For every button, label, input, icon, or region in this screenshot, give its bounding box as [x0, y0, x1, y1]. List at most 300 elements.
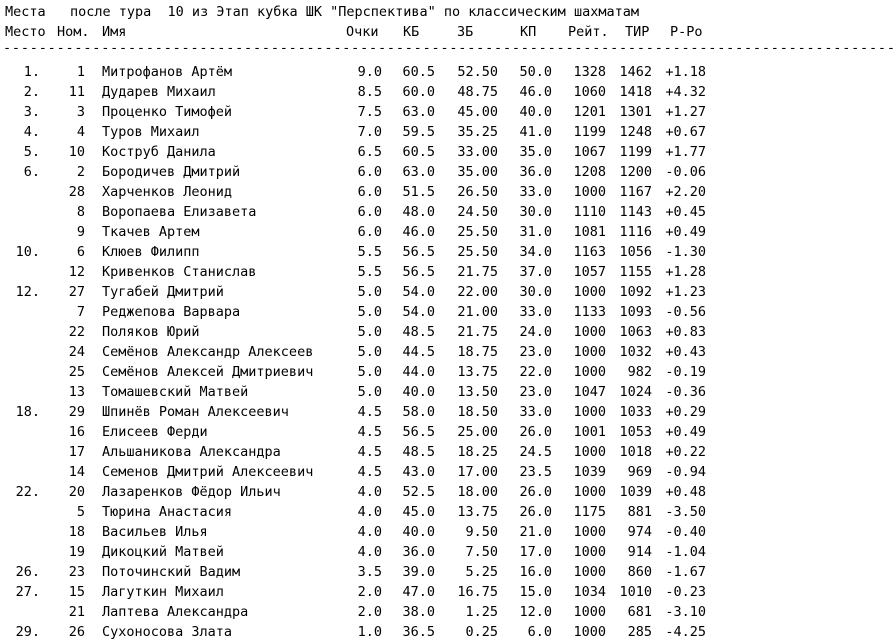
- points-cell: 6.5: [357, 144, 382, 160]
- kp-cell: 24.0: [519, 324, 552, 340]
- kp-cell: 23.0: [519, 344, 552, 360]
- number-cell: 9: [76, 224, 85, 240]
- zb-cell: 1.25: [465, 604, 498, 620]
- table-row: [0, 362, 719, 382]
- rating-cell: 1000: [573, 564, 606, 580]
- number-cell: 7: [76, 304, 85, 320]
- tir-cell: 1010: [619, 584, 652, 600]
- zb-cell: 13.50: [457, 384, 498, 400]
- zb-cell: 18.50: [457, 404, 498, 420]
- kb-cell: 36.0: [402, 544, 435, 560]
- tir-cell: 1024: [619, 384, 652, 400]
- table-row: [0, 62, 719, 82]
- number-cell: 24: [68, 344, 85, 360]
- rating-cell: 1199: [573, 124, 606, 140]
- tir-cell: 1063: [619, 324, 652, 340]
- rating-cell: 1060: [573, 84, 606, 100]
- kp-cell: 33.0: [519, 404, 552, 420]
- zb-cell: 48.75: [457, 84, 498, 100]
- table-row: [0, 382, 719, 402]
- kb-cell: 38.0: [402, 604, 435, 620]
- rating-change-cell: +0.49: [665, 224, 706, 240]
- tir-cell: 1418: [619, 84, 652, 100]
- number-cell: 15: [68, 584, 85, 600]
- player-name-cell: Коструб Данила: [102, 144, 216, 160]
- tir-cell: 982: [627, 364, 652, 380]
- player-name-cell: Лазаренков Фёдор Ильич: [102, 484, 281, 500]
- kb-cell: 48.5: [402, 444, 435, 460]
- kp-cell: 26.0: [519, 504, 552, 520]
- kp-cell: 24.5: [519, 444, 552, 460]
- player-name-cell: Дикоцкий Матвей: [102, 544, 224, 560]
- points-cell: 6.0: [357, 184, 382, 200]
- player-name-cell: Воропаева Елизавета: [102, 204, 257, 220]
- rating-change-cell: -3.50: [665, 504, 706, 520]
- player-name-cell: Туров Михаил: [102, 124, 200, 140]
- rating-change-cell: +0.45: [665, 204, 706, 220]
- place-cell: 6.: [23, 164, 40, 180]
- rating-cell: 1000: [573, 404, 606, 420]
- number-cell: 20: [68, 484, 85, 500]
- table-row: [0, 402, 719, 422]
- table-row: [0, 542, 719, 562]
- rating-cell: 1000: [573, 544, 606, 560]
- player-name-cell: Семёнов Алексей Дмитриевич: [102, 364, 314, 380]
- tir-cell: 1200: [619, 164, 652, 180]
- place-cell: 26.: [15, 564, 40, 580]
- number-cell: 12: [68, 264, 85, 280]
- player-name-cell: Поточинский Вадим: [102, 564, 241, 580]
- rating-change-cell: -1.30: [665, 244, 706, 260]
- kb-cell: 56.5: [402, 244, 435, 260]
- kb-cell: 48.5: [402, 324, 435, 340]
- points-cell: 4.0: [357, 484, 382, 500]
- zb-cell: 18.25: [457, 444, 498, 460]
- rating-change-cell: -0.94: [665, 464, 706, 480]
- number-cell: 18: [68, 524, 85, 540]
- table-row: [0, 422, 719, 442]
- kp-cell: 33.0: [519, 304, 552, 320]
- kb-cell: 40.0: [402, 384, 435, 400]
- zb-cell: 24.50: [457, 204, 498, 220]
- zb-cell: 26.50: [457, 184, 498, 200]
- tir-cell: 1033: [619, 404, 652, 420]
- kp-cell: 26.0: [519, 484, 552, 500]
- kb-cell: 60.0: [402, 84, 435, 100]
- kp-cell: 41.0: [519, 124, 552, 140]
- kb-cell: 47.0: [402, 584, 435, 600]
- kb-cell: 36.5: [402, 624, 435, 640]
- points-cell: 8.5: [357, 84, 382, 100]
- player-name-cell: Дударев Михаил: [102, 84, 216, 100]
- zb-cell: 35.00: [457, 164, 498, 180]
- rating-change-cell: +0.22: [665, 444, 706, 460]
- zb-cell: 9.50: [465, 524, 498, 540]
- number-cell: 2: [76, 164, 85, 180]
- tir-cell: 1053: [619, 424, 652, 440]
- player-name-cell: Бородичев Дмитрий: [102, 164, 241, 180]
- player-name-cell: Лагуткин Михаил: [102, 584, 224, 600]
- number-cell: 6: [76, 244, 85, 260]
- number-cell: 22: [68, 324, 85, 340]
- rating-cell: 1067: [573, 144, 606, 160]
- points-cell: 5.5: [357, 264, 382, 280]
- rating-change-cell: +1.18: [665, 64, 706, 80]
- tir-cell: 1462: [619, 64, 652, 80]
- zb-cell: 7.50: [465, 544, 498, 560]
- rating-change-cell: -0.36: [665, 384, 706, 400]
- kb-cell: 46.0: [402, 224, 435, 240]
- zb-cell: 0.25: [465, 624, 498, 640]
- rating-cell: 1039: [573, 464, 606, 480]
- zb-cell: 13.75: [457, 504, 498, 520]
- tir-cell: 1032: [619, 344, 652, 360]
- kb-cell: 58.0: [402, 404, 435, 420]
- rating-change-cell: -0.19: [665, 364, 706, 380]
- number-cell: 23: [68, 564, 85, 580]
- rating-cell: 1001: [573, 424, 606, 440]
- rating-change-cell: +1.27: [665, 104, 706, 120]
- kp-cell: 23.0: [519, 384, 552, 400]
- table-row: [0, 482, 719, 502]
- rating-cell: 1000: [573, 344, 606, 360]
- zb-cell: 18.00: [457, 484, 498, 500]
- zb-cell: 16.75: [457, 584, 498, 600]
- number-cell: 21: [68, 604, 85, 620]
- kp-cell: 35.0: [519, 144, 552, 160]
- rating-cell: 1208: [573, 164, 606, 180]
- rating-change-cell: -0.40: [665, 524, 706, 540]
- player-name-cell: Семенов Дмитрий Алексеевич: [102, 464, 314, 480]
- place-cell: 5.: [23, 144, 40, 160]
- rating-cell: 1000: [573, 284, 606, 300]
- rating-change-cell: -4.25: [665, 624, 706, 640]
- kb-cell: 54.0: [402, 304, 435, 320]
- place-cell: 12.: [15, 284, 40, 300]
- number-cell: 25: [68, 364, 85, 380]
- zb-cell: 33.00: [457, 144, 498, 160]
- tir-cell: 914: [627, 544, 652, 560]
- kb-cell: 44.5: [402, 344, 435, 360]
- number-cell: 4: [76, 124, 85, 140]
- points-cell: 6.0: [357, 224, 382, 240]
- rating-cell: 1000: [573, 324, 606, 340]
- number-cell: 26: [68, 624, 85, 640]
- header-rpo: Р-Ро: [670, 24, 703, 40]
- player-name-cell: Митрофанов Артём: [102, 64, 233, 80]
- points-cell: 5.0: [357, 364, 382, 380]
- player-name-cell: Альшаникова Александра: [102, 444, 281, 460]
- kb-cell: 60.5: [402, 64, 435, 80]
- place-cell: 3.: [23, 104, 40, 120]
- header-rating: Рейт.: [568, 24, 609, 40]
- tir-cell: 1039: [619, 484, 652, 500]
- rating-cell: 1057: [573, 264, 606, 280]
- header-separator: ----------------------------------------------------------------------------------------------------: [3, 40, 896, 56]
- kp-cell: 40.0: [519, 104, 552, 120]
- points-cell: 4.0: [357, 544, 382, 560]
- player-name-cell: Семёнов Александр Алексеев: [102, 344, 314, 360]
- rating-change-cell: -0.56: [665, 304, 706, 320]
- rating-cell: 1000: [573, 184, 606, 200]
- player-name-cell: Проценко Тимофей: [102, 104, 233, 120]
- rating-change-cell: +0.29: [665, 404, 706, 420]
- zb-cell: 35.25: [457, 124, 498, 140]
- rating-change-cell: -1.67: [665, 564, 706, 580]
- number-cell: 11: [68, 84, 85, 100]
- zb-cell: 45.00: [457, 104, 498, 120]
- rating-change-cell: +4.32: [665, 84, 706, 100]
- rating-cell: 1133: [573, 304, 606, 320]
- kp-cell: 30.0: [519, 204, 552, 220]
- place-cell: 10.: [15, 244, 40, 260]
- points-cell: 4.5: [357, 444, 382, 460]
- number-cell: 8: [76, 204, 85, 220]
- kb-cell: 59.5: [402, 124, 435, 140]
- kb-cell: 39.0: [402, 564, 435, 580]
- tir-cell: 974: [627, 524, 652, 540]
- tir-cell: 1199: [619, 144, 652, 160]
- table-row: [0, 522, 719, 542]
- rating-cell: 1000: [573, 364, 606, 380]
- points-cell: 4.0: [357, 524, 382, 540]
- kp-cell: 31.0: [519, 224, 552, 240]
- player-name-cell: Реджепова Варвара: [102, 304, 241, 320]
- kp-cell: 22.0: [519, 364, 552, 380]
- points-cell: 4.5: [357, 404, 382, 420]
- zb-cell: 25.50: [457, 244, 498, 260]
- player-name-cell: Шпинёв Роман Алексеевич: [102, 404, 289, 420]
- rating-change-cell: -0.23: [665, 584, 706, 600]
- table-row: [0, 122, 719, 142]
- table-row: [0, 142, 719, 162]
- zb-cell: 25.00: [457, 424, 498, 440]
- tir-cell: 1155: [619, 264, 652, 280]
- player-name-cell: Васильев Илья: [102, 524, 208, 540]
- kp-cell: 46.0: [519, 84, 552, 100]
- kb-cell: 56.5: [402, 424, 435, 440]
- number-cell: 28: [68, 184, 85, 200]
- table-row: [0, 322, 719, 342]
- rating-change-cell: +2.20: [665, 184, 706, 200]
- tir-cell: 1093: [619, 304, 652, 320]
- number-cell: 3: [76, 104, 85, 120]
- points-cell: 4.5: [357, 424, 382, 440]
- kp-cell: 17.0: [519, 544, 552, 560]
- tir-cell: 1143: [619, 204, 652, 220]
- kb-cell: 56.5: [402, 264, 435, 280]
- rating-cell: 1034: [573, 584, 606, 600]
- points-cell: 4.0: [357, 504, 382, 520]
- player-name-cell: Ткачев Артем: [102, 224, 200, 240]
- kb-cell: 40.0: [402, 524, 435, 540]
- kp-cell: 6.0: [527, 624, 552, 640]
- rating-cell: 1081: [573, 224, 606, 240]
- points-cell: 1.0: [357, 624, 382, 640]
- place-cell: 1.: [23, 64, 40, 80]
- rating-cell: 1201: [573, 104, 606, 120]
- tir-cell: 860: [627, 564, 652, 580]
- table-row: [0, 262, 719, 282]
- kb-cell: 63.0: [402, 104, 435, 120]
- points-cell: 4.5: [357, 464, 382, 480]
- kp-cell: 16.0: [519, 564, 552, 580]
- table-row: [0, 102, 719, 122]
- zb-cell: 21.00: [457, 304, 498, 320]
- player-name-cell: Клюев Филипп: [102, 244, 200, 260]
- place-cell: 2.: [23, 84, 40, 100]
- header-name: Имя: [102, 24, 127, 40]
- table-row: [0, 302, 719, 322]
- points-cell: 5.0: [357, 284, 382, 300]
- player-name-cell: Сухоносова Злата: [102, 624, 233, 640]
- place-cell: 4.: [23, 124, 40, 140]
- points-cell: 6.0: [357, 204, 382, 220]
- kp-cell: 26.0: [519, 424, 552, 440]
- table-row: [0, 182, 719, 202]
- points-cell: 5.0: [357, 304, 382, 320]
- tir-cell: 285: [627, 624, 652, 640]
- number-cell: 27: [68, 284, 85, 300]
- rating-change-cell: +0.49: [665, 424, 706, 440]
- page-title: Места после тура 10 из Этап кубка ШК "Перспектива" по классическим шахматам: [5, 4, 639, 20]
- tir-cell: 881: [627, 504, 652, 520]
- points-cell: 2.0: [357, 604, 382, 620]
- place-cell: 18.: [15, 404, 40, 420]
- table-row: [0, 442, 719, 462]
- kp-cell: 15.0: [519, 584, 552, 600]
- points-cell: 2.0: [357, 584, 382, 600]
- rating-cell: 1000: [573, 604, 606, 620]
- kp-cell: 34.0: [519, 244, 552, 260]
- table-row: [0, 222, 719, 242]
- points-cell: 7.0: [357, 124, 382, 140]
- rating-cell: 1000: [573, 484, 606, 500]
- tir-cell: 969: [627, 464, 652, 480]
- place-cell: 29.: [15, 624, 40, 640]
- player-name-cell: Лаптева Александра: [102, 604, 249, 620]
- zb-cell: 18.75: [457, 344, 498, 360]
- zb-cell: 21.75: [457, 324, 498, 340]
- table-row: [0, 462, 719, 482]
- table-row: [0, 242, 719, 262]
- kp-cell: 23.5: [519, 464, 552, 480]
- number-cell: 10: [68, 144, 85, 160]
- tir-cell: 1167: [619, 184, 652, 200]
- table-row: [0, 602, 719, 622]
- rating-change-cell: +0.83: [665, 324, 706, 340]
- player-name-cell: Томашевский Матвей: [102, 384, 249, 400]
- points-cell: 9.0: [357, 64, 382, 80]
- player-name-cell: Тугабей Дмитрий: [102, 284, 224, 300]
- rating-cell: 1175: [573, 504, 606, 520]
- zb-cell: 13.75: [457, 364, 498, 380]
- rating-change-cell: -0.06: [665, 164, 706, 180]
- header-zb: ЗБ: [457, 24, 474, 40]
- player-name-cell: Тюрина Анастасия: [102, 504, 233, 520]
- zb-cell: 22.00: [457, 284, 498, 300]
- kb-cell: 54.0: [402, 284, 435, 300]
- table-row: [0, 502, 719, 522]
- kp-cell: 33.0: [519, 184, 552, 200]
- kb-cell: 63.0: [402, 164, 435, 180]
- tir-cell: 681: [627, 604, 652, 620]
- number-cell: 1: [76, 64, 85, 80]
- player-name-cell: Елисеев Ферди: [102, 424, 208, 440]
- table-row: [0, 282, 719, 302]
- zb-cell: 52.50: [457, 64, 498, 80]
- header-num: Ном.: [57, 24, 90, 40]
- number-cell: 17: [68, 444, 85, 460]
- player-name-cell: Кривенков Станислав: [102, 264, 257, 280]
- table-row: [0, 582, 719, 602]
- rating-cell: 1000: [573, 444, 606, 460]
- header-kb: КБ: [403, 24, 420, 40]
- zb-cell: 21.75: [457, 264, 498, 280]
- table-row: [0, 562, 719, 582]
- rating-change-cell: +0.48: [665, 484, 706, 500]
- number-cell: 29: [68, 404, 85, 420]
- kp-cell: 50.0: [519, 64, 552, 80]
- player-name-cell: Харченков Леонид: [102, 184, 233, 200]
- points-cell: 6.0: [357, 164, 382, 180]
- zb-cell: 25.50: [457, 224, 498, 240]
- kb-cell: 60.5: [402, 144, 435, 160]
- points-cell: 5.0: [357, 384, 382, 400]
- rating-change-cell: +1.77: [665, 144, 706, 160]
- table-row: [0, 162, 719, 182]
- kb-cell: 44.0: [402, 364, 435, 380]
- header-points: Очки: [346, 24, 379, 40]
- kp-cell: 36.0: [519, 164, 552, 180]
- rating-change-cell: -1.04: [665, 544, 706, 560]
- rating-cell: 1163: [573, 244, 606, 260]
- table-row: [0, 342, 719, 362]
- rating-cell: 1047: [573, 384, 606, 400]
- rating-cell: 1110: [573, 204, 606, 220]
- number-cell: 5: [76, 504, 85, 520]
- zb-cell: 5.25: [465, 564, 498, 580]
- header-tir: ТИР: [625, 24, 650, 40]
- rating-cell: 1328: [573, 64, 606, 80]
- number-cell: 14: [68, 464, 85, 480]
- tir-cell: 1248: [619, 124, 652, 140]
- points-cell: 5.5: [357, 244, 382, 260]
- tir-cell: 1018: [619, 444, 652, 460]
- header-kp: КП: [520, 24, 537, 40]
- kp-cell: 21.0: [519, 524, 552, 540]
- player-name-cell: Поляков Юрий: [102, 324, 200, 340]
- number-cell: 16: [68, 424, 85, 440]
- table-row: [0, 202, 719, 222]
- number-cell: 19: [68, 544, 85, 560]
- zb-cell: 17.00: [457, 464, 498, 480]
- kp-cell: 12.0: [519, 604, 552, 620]
- table-row: [0, 622, 719, 642]
- table-row: [0, 82, 719, 102]
- rating-cell: 1000: [573, 624, 606, 640]
- number-cell: 13: [68, 384, 85, 400]
- kb-cell: 43.0: [402, 464, 435, 480]
- header-place: Место: [5, 24, 46, 40]
- kb-cell: 52.5: [402, 484, 435, 500]
- rating-change-cell: +1.28: [665, 264, 706, 280]
- kb-cell: 51.5: [402, 184, 435, 200]
- place-cell: 22.: [15, 484, 40, 500]
- kb-cell: 45.0: [402, 504, 435, 520]
- points-cell: 5.0: [357, 344, 382, 360]
- tir-cell: 1092: [619, 284, 652, 300]
